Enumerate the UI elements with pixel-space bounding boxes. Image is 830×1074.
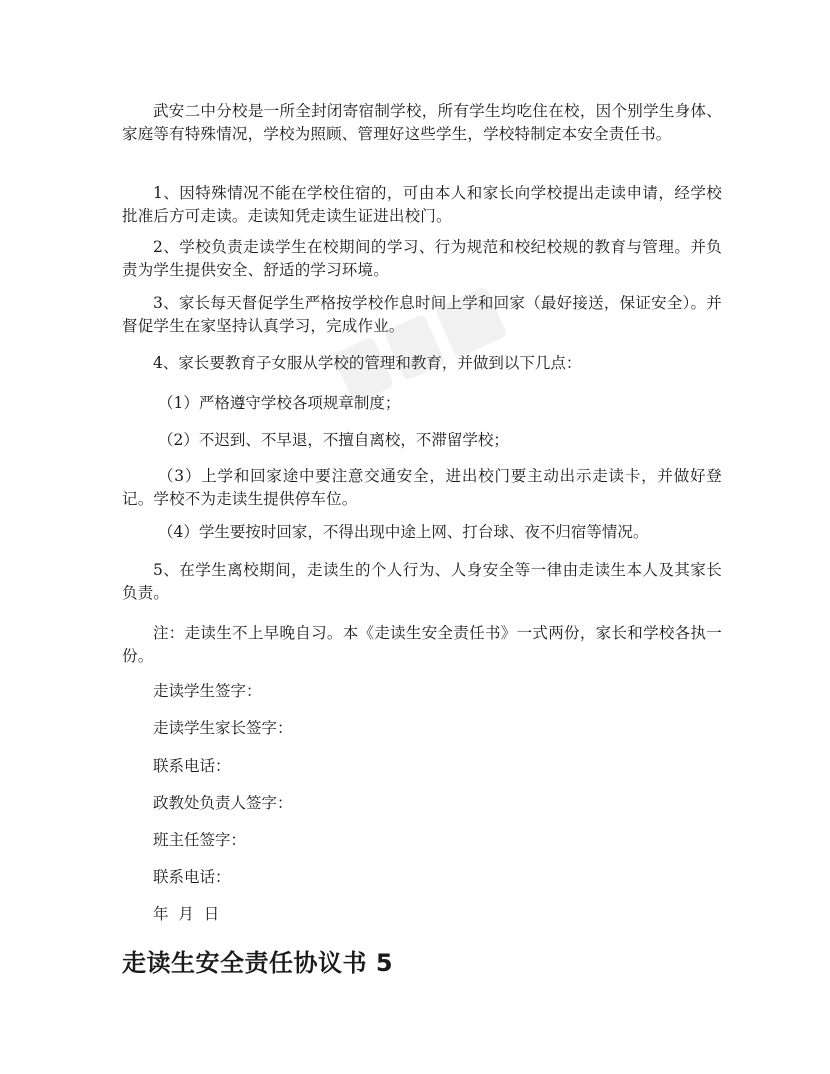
parent-signature-label: 走读学生家长签字： (153, 719, 293, 737)
sub-item-4: （4）学生要按时回家，不得出现中途上网、打台球、夜不归宿等情况。 (158, 523, 649, 541)
intro-paragraph: 武安二中分校是一所全封闭寄宿制学校，所有学生均吃住在校，因个别学生身体、家庭等有特殊情况，学校为照顾、管理好这些学生，学校特制定本安全责任书。 (122, 102, 722, 143)
item-2-paragraph: 2、学校负责走读学生在校期间的学习、行为规范和校纪校规的教育与管理。并负责为学生提供安全、舒适的学习环境。 (122, 238, 722, 279)
item-5-paragraph: 5、在学生离校期间，走读生的个人行为、人身安全等一律由走读生本人及其家长负责。 (122, 561, 722, 602)
sub-item-3: （3）上学和回家途中要注意交通安全，进出校门要主动出示走读卡，并做好登记。学校不为走读生提供停车位。 (122, 467, 722, 508)
note-paragraph: 注：走读生不上早晚自习。本《走读生安全责任书》一式两份，家长和学校各执一份。 (122, 624, 722, 665)
phone-label-1: 联系电话： (153, 757, 231, 775)
item-4-paragraph: 4、家长要教育子女服从学校的管理和教育，并做到以下几点： (153, 354, 582, 372)
office-signature-label: 政教处负责人签字： (153, 794, 293, 812)
sub-item-2: （2）不迟到、不早退，不擅自离校，不滞留学校； (158, 431, 509, 449)
student-signature-label: 走读学生签字： (153, 682, 262, 700)
section-heading: 走读生安全责任协议书 5 (122, 949, 394, 977)
phone-label-2: 联系电话： (153, 868, 231, 886)
sub-item-1: （1）严格遵守学校各项规章制度； (158, 394, 401, 412)
item-1-paragraph: 1、因特殊情况不能在学校住宿的，可由本人和家长向学校提出走读申请，经学校批准后方可走读。走读知凭走读生证进出校门。 (122, 184, 722, 225)
item-3-paragraph: 3、家长每天督促学生严格按学校作息时间上学和回家（最好接送，保证安全）。并督促学生在家坚持认真学习，完成作业。 (122, 294, 722, 335)
teacher-signature-label: 班主任签字： (153, 831, 247, 849)
date-line: 年 月 日 (153, 905, 220, 923)
